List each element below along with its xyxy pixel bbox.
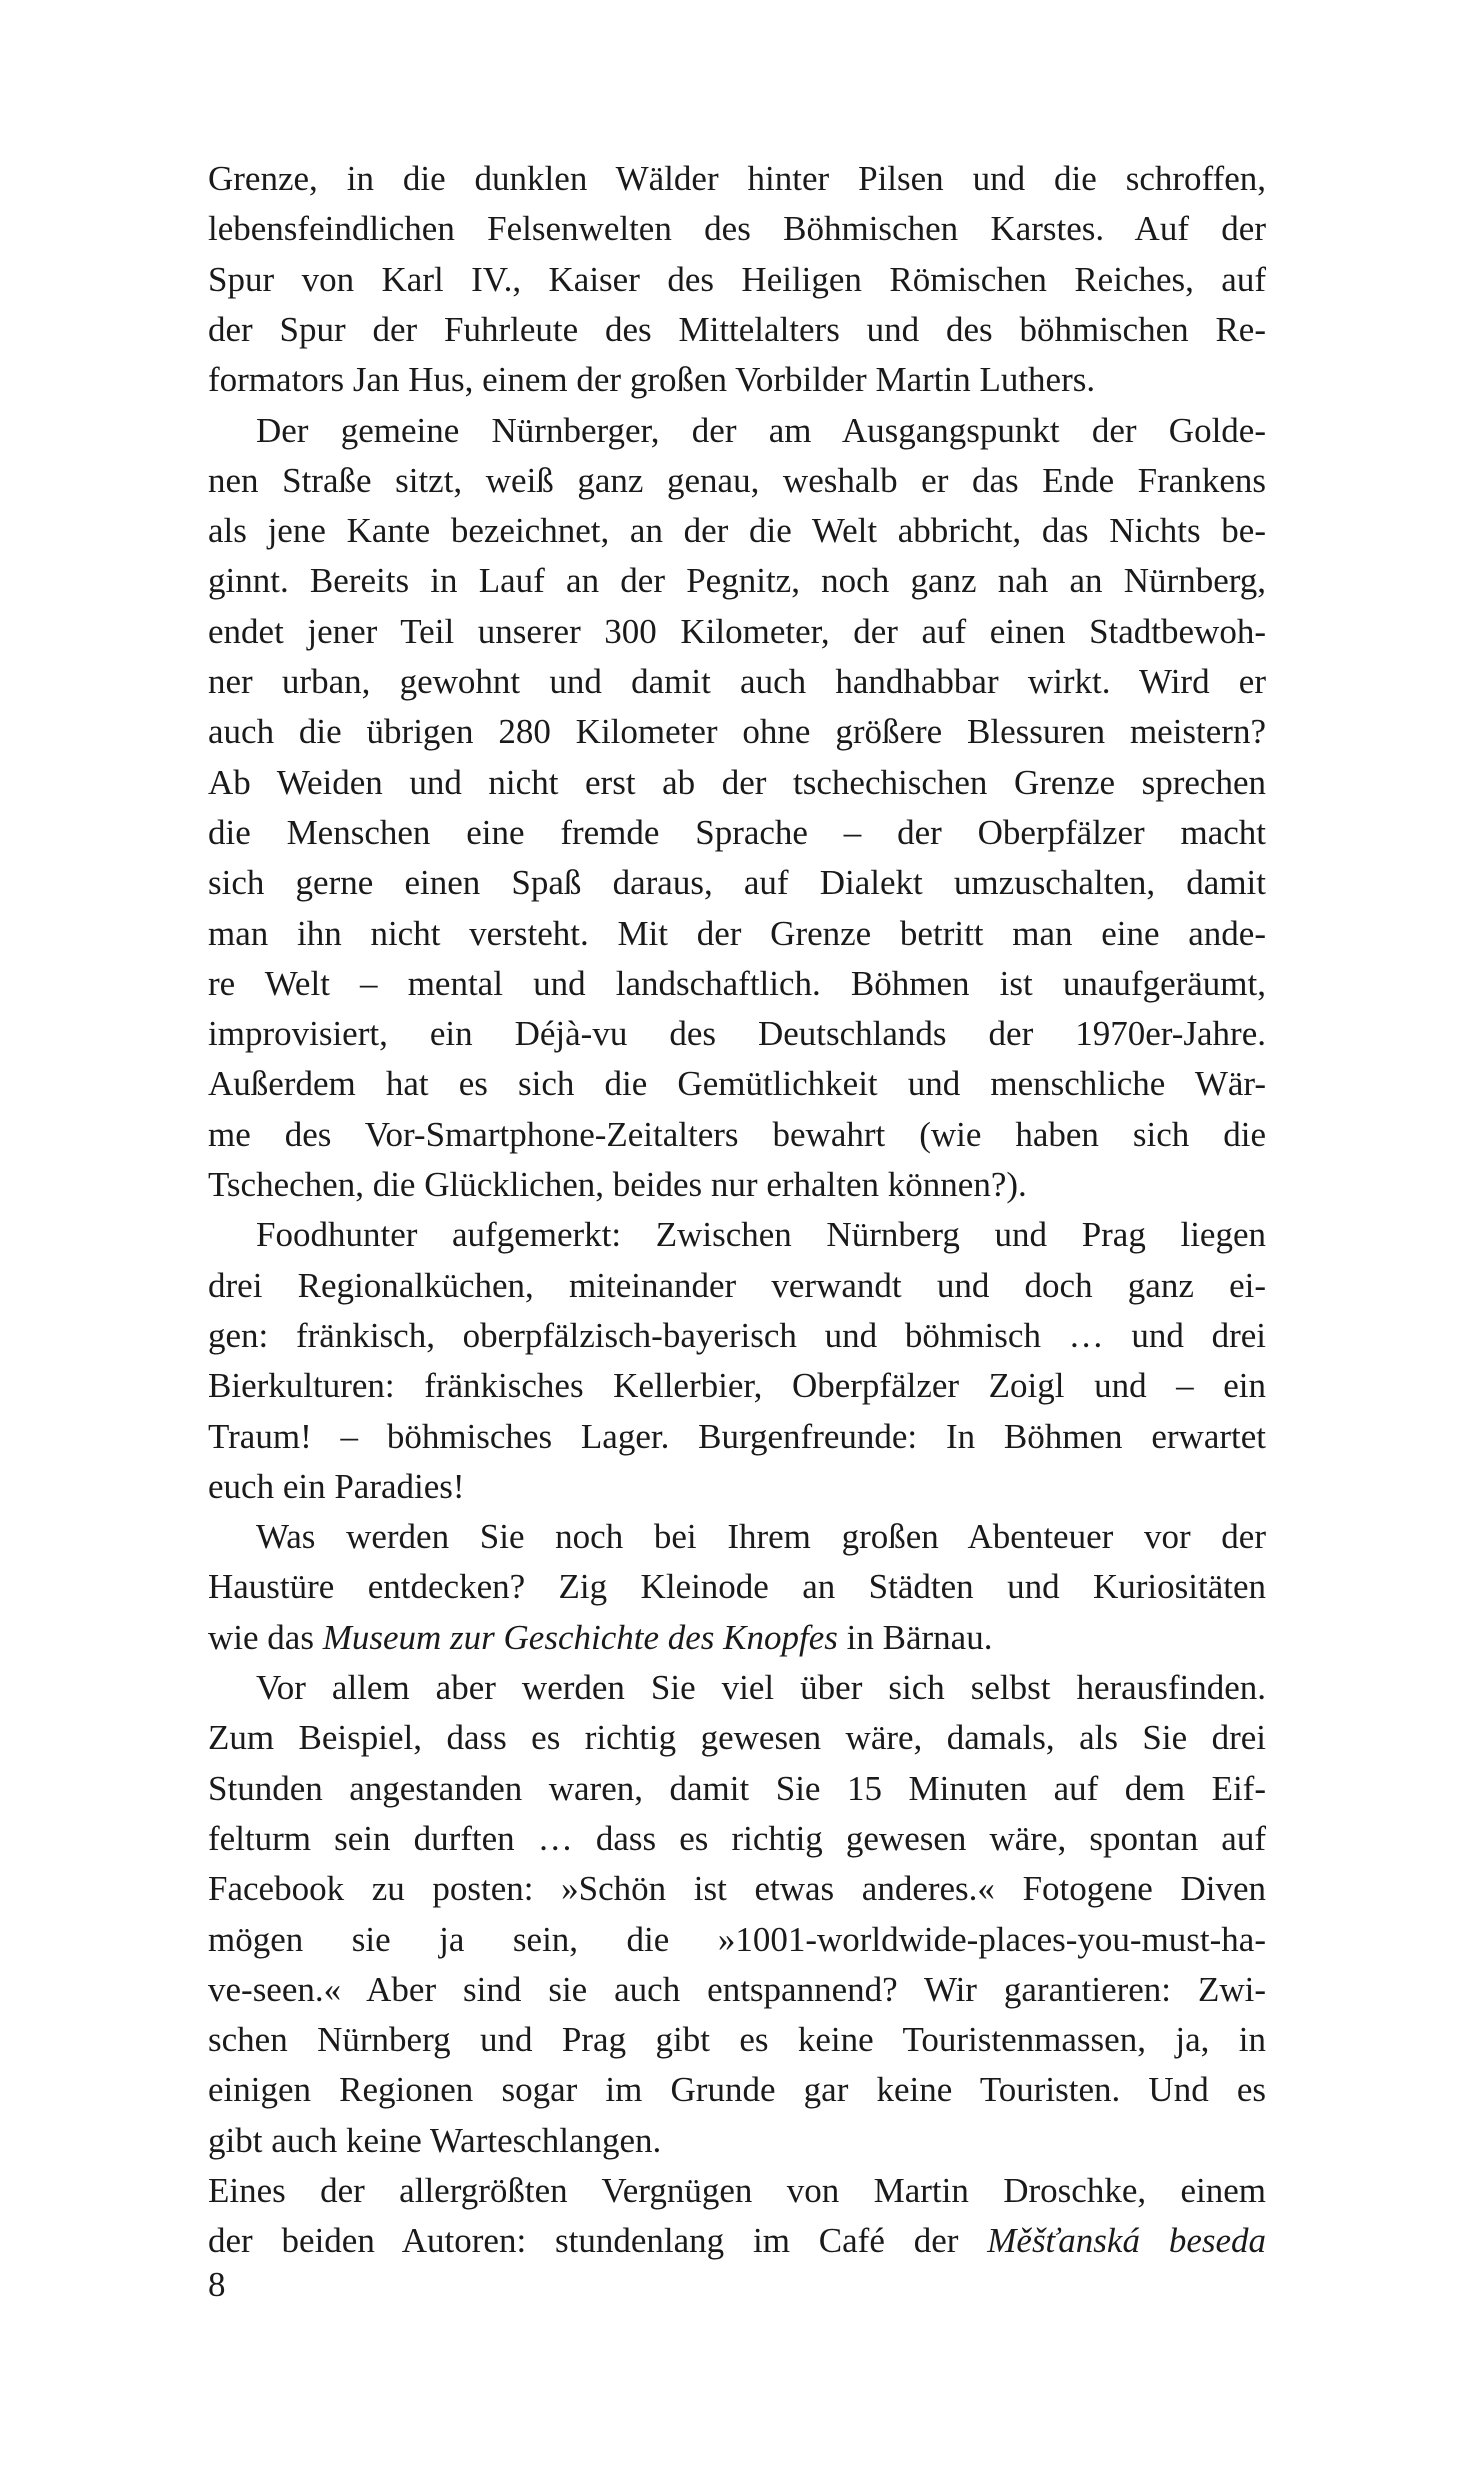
page-number: 8 [208, 2265, 226, 2304]
text-line: Traum! – böhmisches Lager. Burgenfreunde: In Böhmen erwartet [208, 1416, 1266, 1456]
italic-title: Museum zur Geschichte des Knopfes [322, 1617, 838, 1657]
text-line: Zum Beispiel, dass es richtig gewesen wäre, damals, als Sie drei [208, 1718, 1266, 1758]
text-line: Foodhunter aufgemerkt: Zwischen Nürnberg und Prag liegen [256, 1215, 1266, 1255]
text-line: auch die übrigen 280 Kilometer ohne größere Blessuren meistern? [208, 712, 1266, 752]
text-line: als jene Kante bezeichnet, an der die Welt abbricht, das Nichts be- [208, 511, 1266, 551]
text-line: der beiden Autoren: stundenlang im Café der Měšťanská beseda [208, 2221, 1267, 2261]
text-line: Was werden Sie noch bei Ihrem großen Abenteuer vor der [256, 1517, 1266, 1557]
text-line: gibt auch keine Warteschlangen. [208, 2120, 662, 2160]
text-line: wie das Museum zur Geschichte des Knopfes in Bärnau. [208, 1617, 993, 1657]
text-line: einigen Regionen sogar im Grunde gar keine Touristen. Und es [208, 2070, 1266, 2110]
text-line: die Menschen eine fremde Sprache – der Oberpfälzer macht [208, 812, 1266, 852]
text-line: Tschechen, die Glücklichen, beides nur erhalten können?). [208, 1165, 1027, 1204]
text-line: gen: fränkisch, oberpfälzisch-bayerisch und böhmisch … und drei [208, 1315, 1266, 1355]
text-line: Außerdem hat es sich die Gemütlichkeit und menschliche Wär- [208, 1064, 1266, 1104]
text-line: ginnt. Bereits in Lauf an der Pegnitz, noch ganz nah an Nürnberg, [208, 561, 1266, 601]
text-line: endet jener Teil unserer 300 Kilometer, der auf einen Stadtbewoh- [208, 611, 1266, 651]
text-line: Ab Weiden und nicht erst ab der tschechischen Grenze sprechen [208, 762, 1266, 802]
text-line: Eines der allergrößten Vergnügen von Martin Droschke, einem [208, 2171, 1266, 2210]
text-line: improvisiert, ein Déjà-vu des Deutschlands der 1970er-Jahre. [208, 1014, 1266, 1054]
text-line: euch ein Paradies! [208, 1466, 465, 1506]
text-line: Grenze, in die dunklen Wälder hinter Pilsen und die schroffen, [208, 159, 1266, 198]
text-line: nen Straße sitzt, weiß ganz genau, weshalb er das Ende Frankens [208, 460, 1266, 500]
text-line: me des Vor-Smartphone-Zeitalters bewahrt (wie haben sich die [208, 1114, 1266, 1154]
text-line: schen Nürnberg und Prag gibt es keine Touristenmassen, ja, in [208, 2020, 1266, 2060]
text-line: Der gemeine Nürnberger, der am Ausgangspunkt der Golde- [256, 410, 1266, 450]
text-line: Vor allem aber werden Sie viel über sich selbst herausfinden. [256, 1668, 1266, 1707]
text-line: formators Jan Hus, einem der großen Vorbilder Martin Luthers. [208, 360, 1096, 400]
text-line: mögen sie ja sein, die »1001-worldwide-places-you-must-ha- [208, 1919, 1266, 1959]
text-line: der Spur der Fuhrleute des Mittelalters und des böhmischen Re- [208, 309, 1266, 349]
text-line: sich gerne einen Spaß daraus, auf Dialekt umzuschalten, damit [208, 863, 1266, 903]
text-line: Haustüre entdecken? Zig Kleinode an Städten und Kuriositäten [208, 1567, 1266, 1607]
text-line: drei Regionalküchen, miteinander verwandt und doch ganz ei- [208, 1265, 1266, 1305]
text-line: ve-seen.« Aber sind sie auch entspannend? Wir garantieren: Zwi- [208, 1969, 1266, 2009]
text-line: Stunden angestanden waren, damit Sie 15 Minuten auf dem Eif- [208, 1768, 1266, 1808]
text-line: Spur von Karl IV., Kaiser des Heiligen Römischen Reiches, auf [208, 259, 1266, 299]
text-line: ner urban, gewohnt und damit auch handhabbar wirkt. Wird er [208, 662, 1266, 701]
text-line: Facebook zu posten: »Schön ist etwas anderes.« Fotogene Diven [208, 1869, 1266, 1909]
text-line: lebensfeindlichen Felsenwelten des Böhmischen Karstes. Auf der [208, 209, 1266, 249]
text-line: Bierkulturen: fränkisches Kellerbier, Oberpfälzer Zoigl und – ein [208, 1366, 1266, 1406]
text-line: felturm sein durften … dass es richtig gewesen wäre, spontan auf [208, 1818, 1266, 1858]
text-line: man ihn nicht versteht. Mit der Grenze betritt man eine ande- [208, 913, 1266, 953]
text-line: re Welt – mental und landschaftlich. Böhmen ist unaufgeräumt, [208, 963, 1266, 1003]
italic-title: Měšťanská beseda [987, 2221, 1267, 2261]
